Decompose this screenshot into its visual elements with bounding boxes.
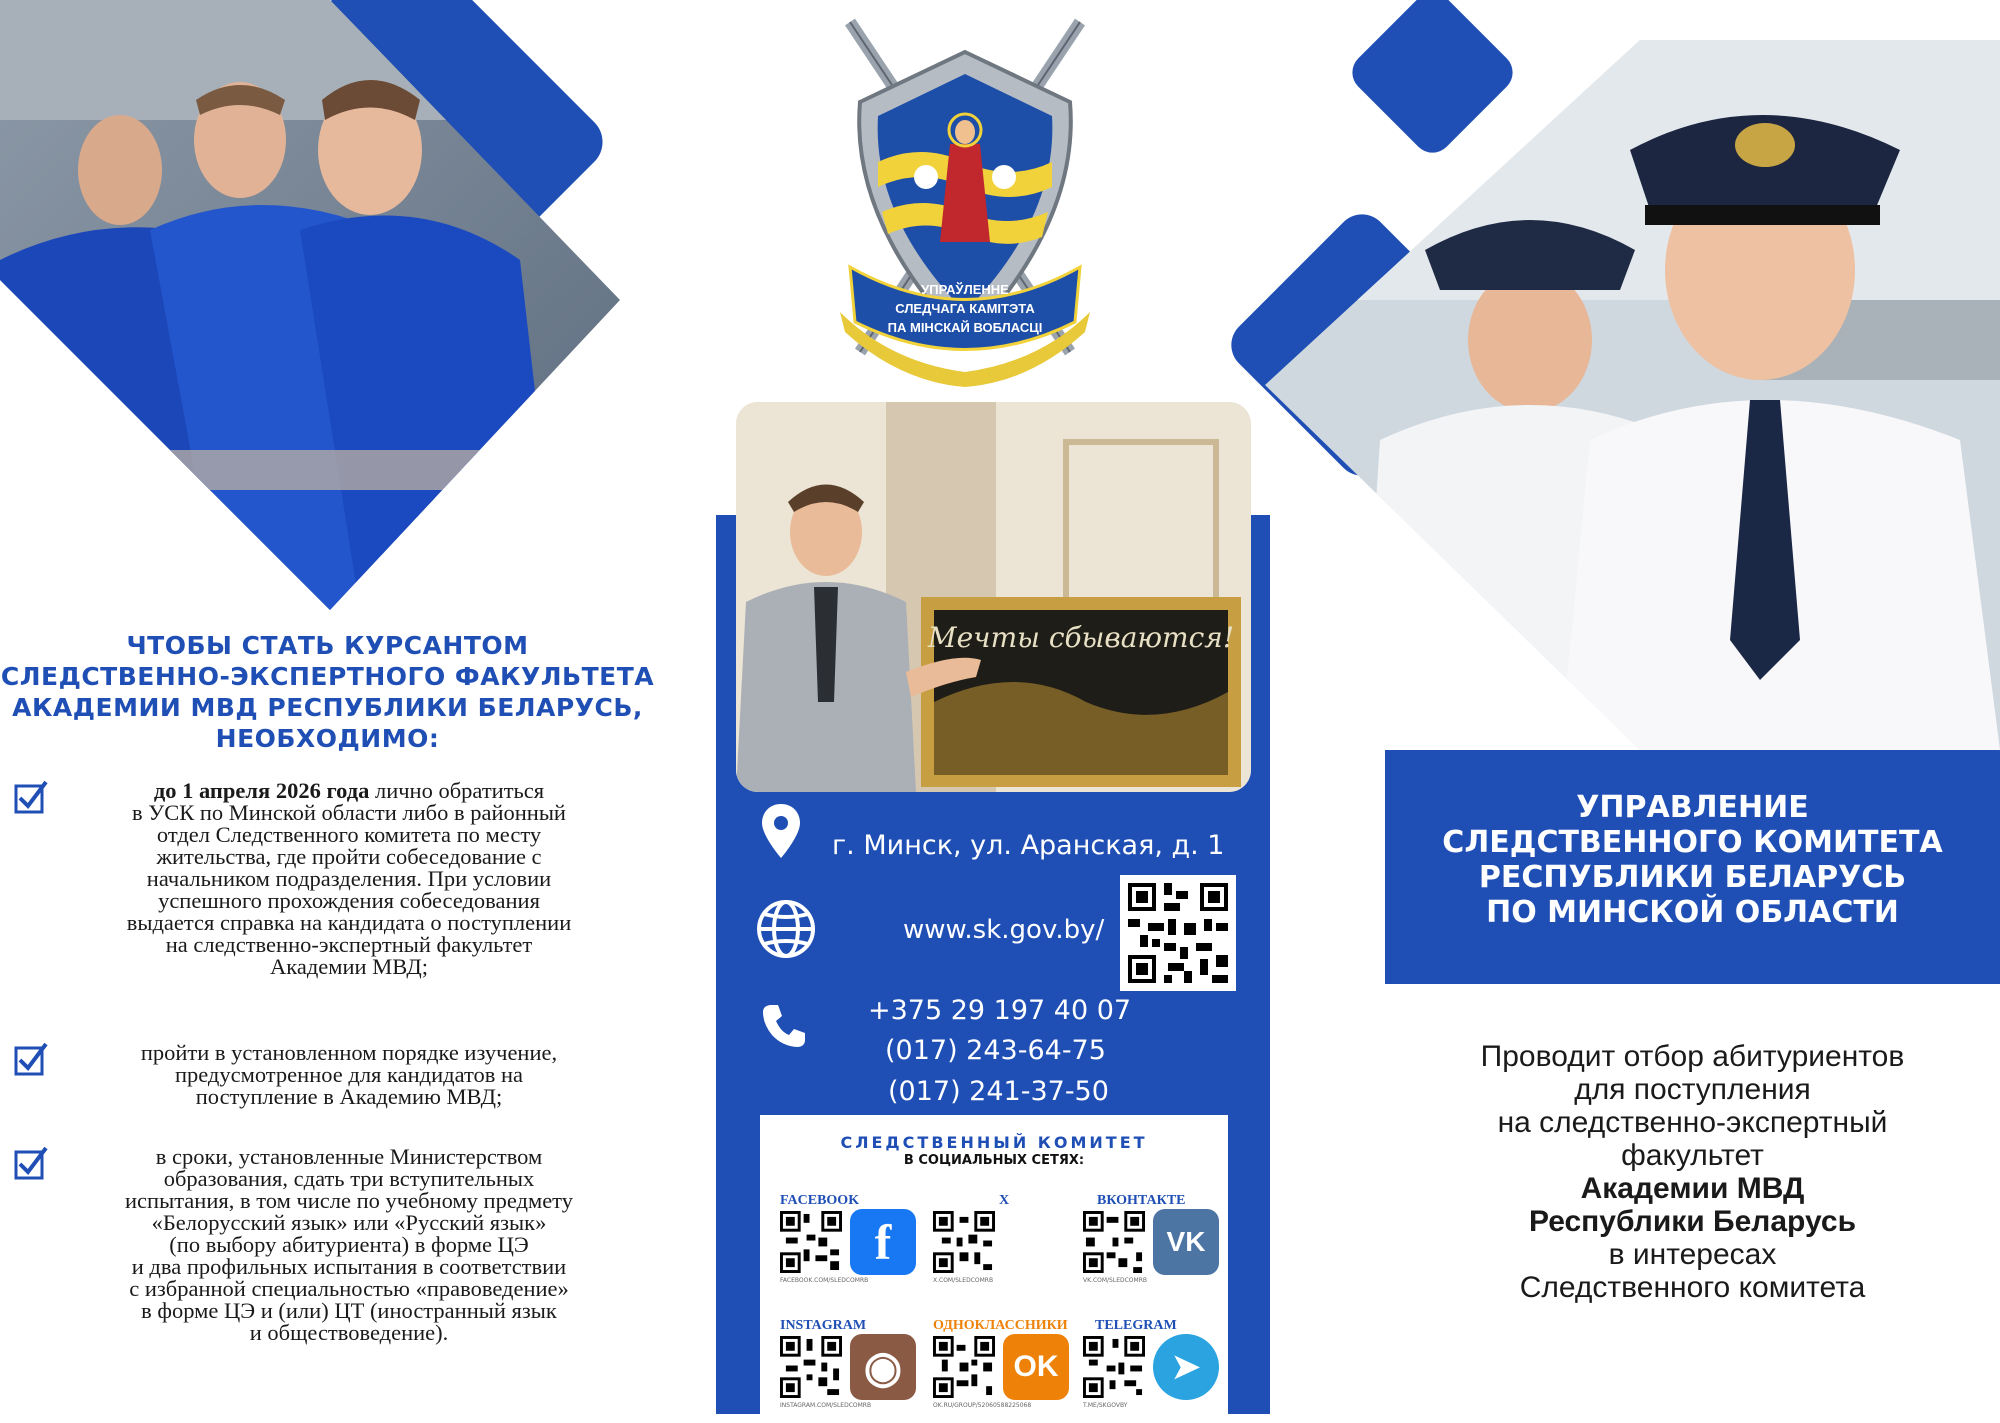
location-pin-icon: [760, 802, 802, 860]
deadline-text: до 1 апреля 2026 года: [153, 778, 370, 803]
committee-emblem-logo: [830, 12, 1100, 392]
requirement-line: (по выбору абитуриента) в форме ЦЭ: [169, 1232, 529, 1257]
requirement-line: на следственно-экспертный факультет: [165, 932, 533, 957]
social-label: FACEBOOK: [780, 1193, 860, 1208]
phone-icon: [760, 1002, 808, 1050]
social-label: X: [999, 1193, 1010, 1208]
requirement-line: успешного прохождения собеседования: [158, 888, 540, 913]
qr-code: [933, 1336, 995, 1398]
requirement-3-text: [54, 1146, 644, 1344]
emblem-ribbon-text: СЛЕДЧАГА КАМІТЭТА: [895, 301, 1035, 316]
description-line: на следственно-экспертный: [1497, 1106, 1888, 1139]
right-decor-diamond-small: [1344, 0, 1521, 161]
requirement-line: «Белорусский язык» или «Русский язык»: [151, 1210, 547, 1235]
right-title: [1385, 790, 2000, 930]
requirement-line: в форме ЦЭ и (или) ЦТ (иностранный язык: [141, 1298, 557, 1323]
requirement-line: начальником подразделения. При условии: [146, 866, 552, 891]
requirement-line: с избранной специальностью «правоведение»: [129, 1276, 569, 1301]
telegram-icon: ➤: [1153, 1334, 1219, 1400]
social-vkontakte[interactable]: [1083, 1193, 1223, 1298]
facebook-icon: f: [850, 1209, 916, 1275]
requirement-line: поступление в Академию МВД;: [195, 1084, 503, 1109]
address-text: г. Минск, ул. Аранская, д. 1: [832, 830, 1225, 861]
social-subtitle: В СОЦИАЛЬНЫХ СЕТЯХ:: [903, 1153, 1085, 1168]
requirement-line: и обществоведение).: [249, 1320, 449, 1345]
requirement-line: жительства, где пройти собеседование с: [156, 844, 542, 869]
x-logo-icon: X: [1003, 1209, 1069, 1275]
checkbox-checked-icon: [14, 1146, 48, 1180]
social-url: T.ME/SKGOVBY: [1083, 1402, 1128, 1409]
requirement-1-text: [54, 780, 644, 978]
description-line: факультет: [1621, 1139, 1764, 1172]
left-title-line: ЧТОБЫ СТАТЬ КУРСАНТОМ: [126, 631, 529, 660]
description-line: для поступления: [1574, 1073, 1811, 1106]
qr-code: [1083, 1211, 1145, 1273]
qr-code: [1083, 1336, 1145, 1398]
social-url: VK.COM/SLEDCOMRB: [1083, 1277, 1147, 1284]
vkontakte-icon: VK: [1153, 1209, 1219, 1275]
social-url: INSTAGRAM.COM/SLEDCOMRB: [780, 1402, 872, 1409]
officer-photo: [736, 402, 1251, 792]
qr-code: [780, 1336, 842, 1398]
social-title: СЛЕДСТВЕННЫЙ КОМИТЕТ: [840, 1133, 1148, 1152]
requirement-1: [14, 780, 644, 978]
right-title-line: УПРАВЛЕНИЕ: [1576, 790, 1809, 825]
social-facebook[interactable]: [780, 1193, 920, 1298]
social-label: ВКОНТАКТЕ: [1097, 1193, 1186, 1208]
social-label: TELEGRAM: [1095, 1318, 1177, 1333]
right-title-line: СЛЕДСТВЕННОГО КОМИТЕТА: [1442, 825, 1943, 860]
requirement-line: в УСК по Минской области либо в районный: [132, 800, 566, 825]
requirement-line: лично обратиться: [369, 778, 545, 803]
qr-code: [780, 1211, 842, 1273]
requirement-line: отдел Следственного комитета по месту: [156, 822, 542, 847]
left-title-line: СЛЕДСТВЕННО-ЭКСПЕРТНОГО ФАКУЛЬТЕТА: [0, 662, 655, 691]
emblem-ribbon-text: УПРАЎЛЕННЕ: [921, 282, 1009, 297]
left-title-line: АКАДЕМИИ МВД РЕСПУБЛИКИ БЕЛАРУСЬ,: [12, 693, 643, 722]
phone-number[interactable]: +375 29 197 40 07: [868, 995, 1132, 1026]
social-url: X.COM/SLEDCOMRB: [933, 1277, 994, 1284]
requirement-line: образования, сдать три вступительных: [163, 1166, 535, 1191]
requirement-2: [14, 1042, 644, 1108]
instagram-icon: ◉: [850, 1334, 916, 1400]
phone-number[interactable]: (017) 243-64-75: [885, 1035, 1106, 1066]
right-title-line: РЕСПУБЛИКИ БЕЛАРУСЬ: [1478, 860, 1907, 895]
description-line: Проводит отбор абитуриентов: [1480, 1040, 1905, 1073]
left-title-line: НЕОБХОДИМО:: [215, 724, 440, 753]
social-url: FACEBOOK.COM/SLEDCOMRB: [780, 1277, 869, 1284]
description-line: в интересах: [1608, 1238, 1777, 1271]
requirement-2-text: [54, 1042, 644, 1108]
right-title-line: ПО МИНСКОЙ ОБЛАСТИ: [1486, 895, 1899, 930]
social-x[interactable]: [933, 1193, 1073, 1298]
qr-code: [933, 1211, 995, 1273]
website-qr-code: [1120, 875, 1236, 991]
social-telegram[interactable]: [1083, 1318, 1223, 1423]
requirement-line: и два профильных испытания в соответствии: [131, 1254, 567, 1279]
painting-caption-text: Мечты сбываются!: [927, 621, 1235, 654]
social-instagram[interactable]: [780, 1318, 920, 1423]
cadet-portrait-photo: [1260, 40, 2000, 750]
description-bold-line: Академии МВД: [1580, 1172, 1805, 1205]
requirement-line: Академии МВД;: [270, 954, 428, 979]
right-description: [1385, 1040, 2000, 1304]
requirement-line: в сроки, установленные Министерством: [155, 1144, 543, 1169]
emblem-ribbon-text: ПА МІНСКАЙ ВОБЛАСЦІ: [887, 320, 1043, 335]
social-label: ОДНОКЛАССНИКИ: [933, 1318, 1068, 1333]
requirement-line: предусмотренное для кандидатов на: [174, 1062, 524, 1087]
globe-icon: [755, 898, 817, 960]
social-odnoklassniki[interactable]: [933, 1318, 1073, 1423]
left-title: [0, 630, 655, 754]
requirement-3: [14, 1146, 644, 1344]
social-url: OK.RU/GROUP/52060588225068: [933, 1402, 1032, 1409]
phone-number[interactable]: (017) 241-37-50: [888, 1076, 1109, 1107]
checkbox-checked-icon: [14, 1042, 48, 1076]
social-label: INSTAGRAM: [780, 1318, 867, 1333]
description-line: Следственного комитета: [1519, 1271, 1866, 1304]
odnoklassniki-icon: OK: [1003, 1334, 1069, 1400]
requirement-line: испытания, в том числе по учебному предмету: [125, 1188, 573, 1213]
website-link[interactable]: www.sk.gov.by/: [903, 915, 1105, 945]
checkbox-checked-icon: [14, 780, 48, 814]
description-bold-line: Республики Беларусь: [1528, 1205, 1857, 1238]
requirement-line: выдается справка на кандидата о поступлении: [126, 910, 572, 935]
requirement-line: пройти в установленном порядке изучение,: [140, 1040, 558, 1065]
